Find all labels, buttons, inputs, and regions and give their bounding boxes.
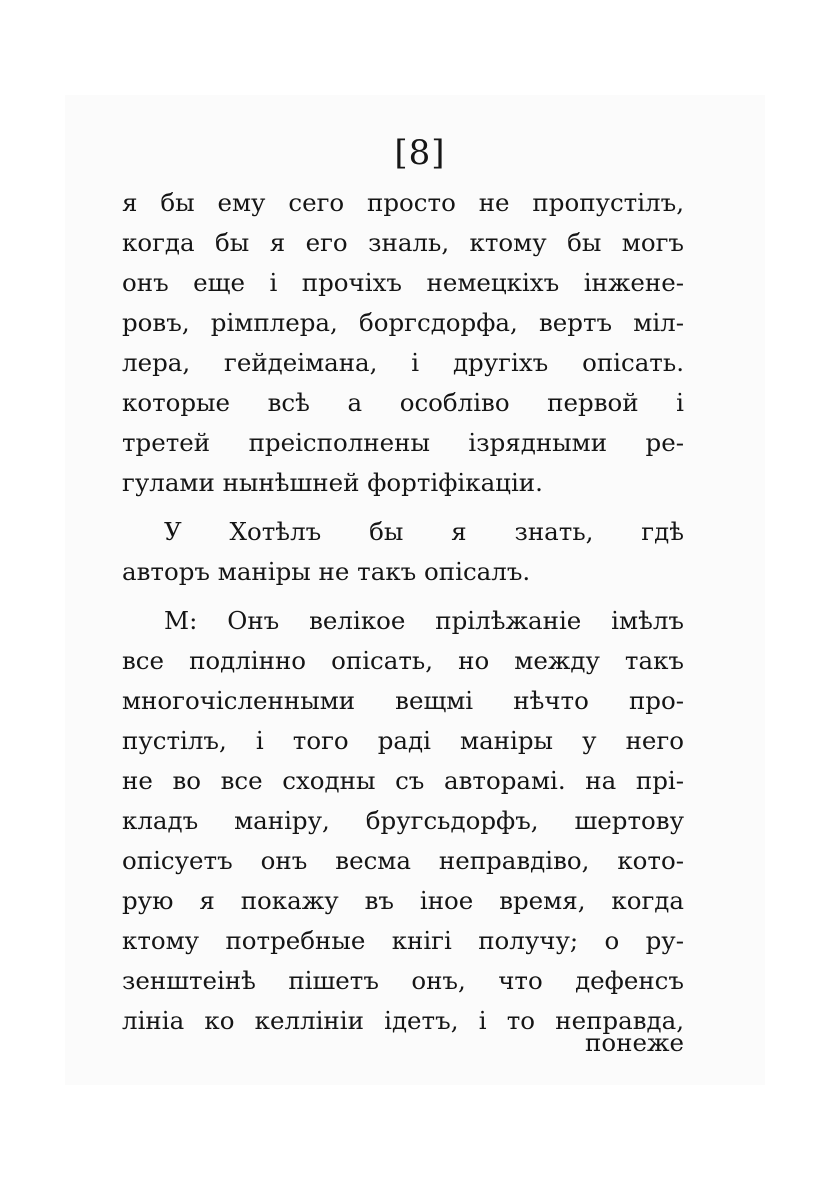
text-line: когда бы я его зналь, ктому бы могъ	[122, 228, 684, 257]
text-line: пустiлъ, i того радi манiры у него	[122, 726, 684, 755]
text-line: я бы ему сего просто не пропустiлъ,	[122, 188, 684, 217]
text-line: все подлiнно опiсать, но между такъ	[122, 646, 684, 675]
text-line: третей преiсполнены iзрядными ре-	[122, 428, 684, 457]
text-line: опiсуетъ онъ весма неправдiво, кото-	[122, 846, 684, 875]
text-line: М: Онъ велiкое прiлѣжанiе iмѣлъ	[164, 606, 684, 635]
text-block	[122, 183, 684, 1041]
text-line: ровъ, рiмплера, боргсдорфа, вертъ мiл-	[122, 308, 684, 337]
text-line: многочiсленными вещмi нѣчто про-	[122, 686, 684, 715]
text-line: лера, гейдеiмана, i другiхъ опiсать.	[122, 348, 684, 377]
text-line: У Хотѣлъ бы я знать, гдѣ	[164, 517, 684, 546]
text-line: не во все сходны съ авторамi. на прi-	[122, 766, 684, 795]
text-line: ктому потребные кнiгi получу; о ру-	[122, 926, 684, 955]
text-line: авторъ манiры не такъ опiсалъ.	[122, 557, 531, 586]
text-line: рую я покажу въ iное время, когда	[122, 886, 684, 915]
text-line: кладъ манiру, бругсьдорфъ, шертову	[122, 806, 684, 835]
text-line: онъ еще i прочiхъ немецкiхъ iнжене-	[122, 268, 684, 297]
page-number: [8]	[394, 133, 446, 173]
text-line: зенштеiнѣ пiшетъ онъ, что дефенсъ	[122, 966, 684, 995]
catchword: понеже	[585, 1028, 684, 1057]
text-line: которые всѣ а особлiво первой i	[122, 388, 684, 417]
text-line: лiнiа ко келлiнiи iдетъ, i то неправда,	[122, 1006, 684, 1035]
text-line: гулами нынѣшней фортiфiкацiи.	[122, 468, 543, 497]
